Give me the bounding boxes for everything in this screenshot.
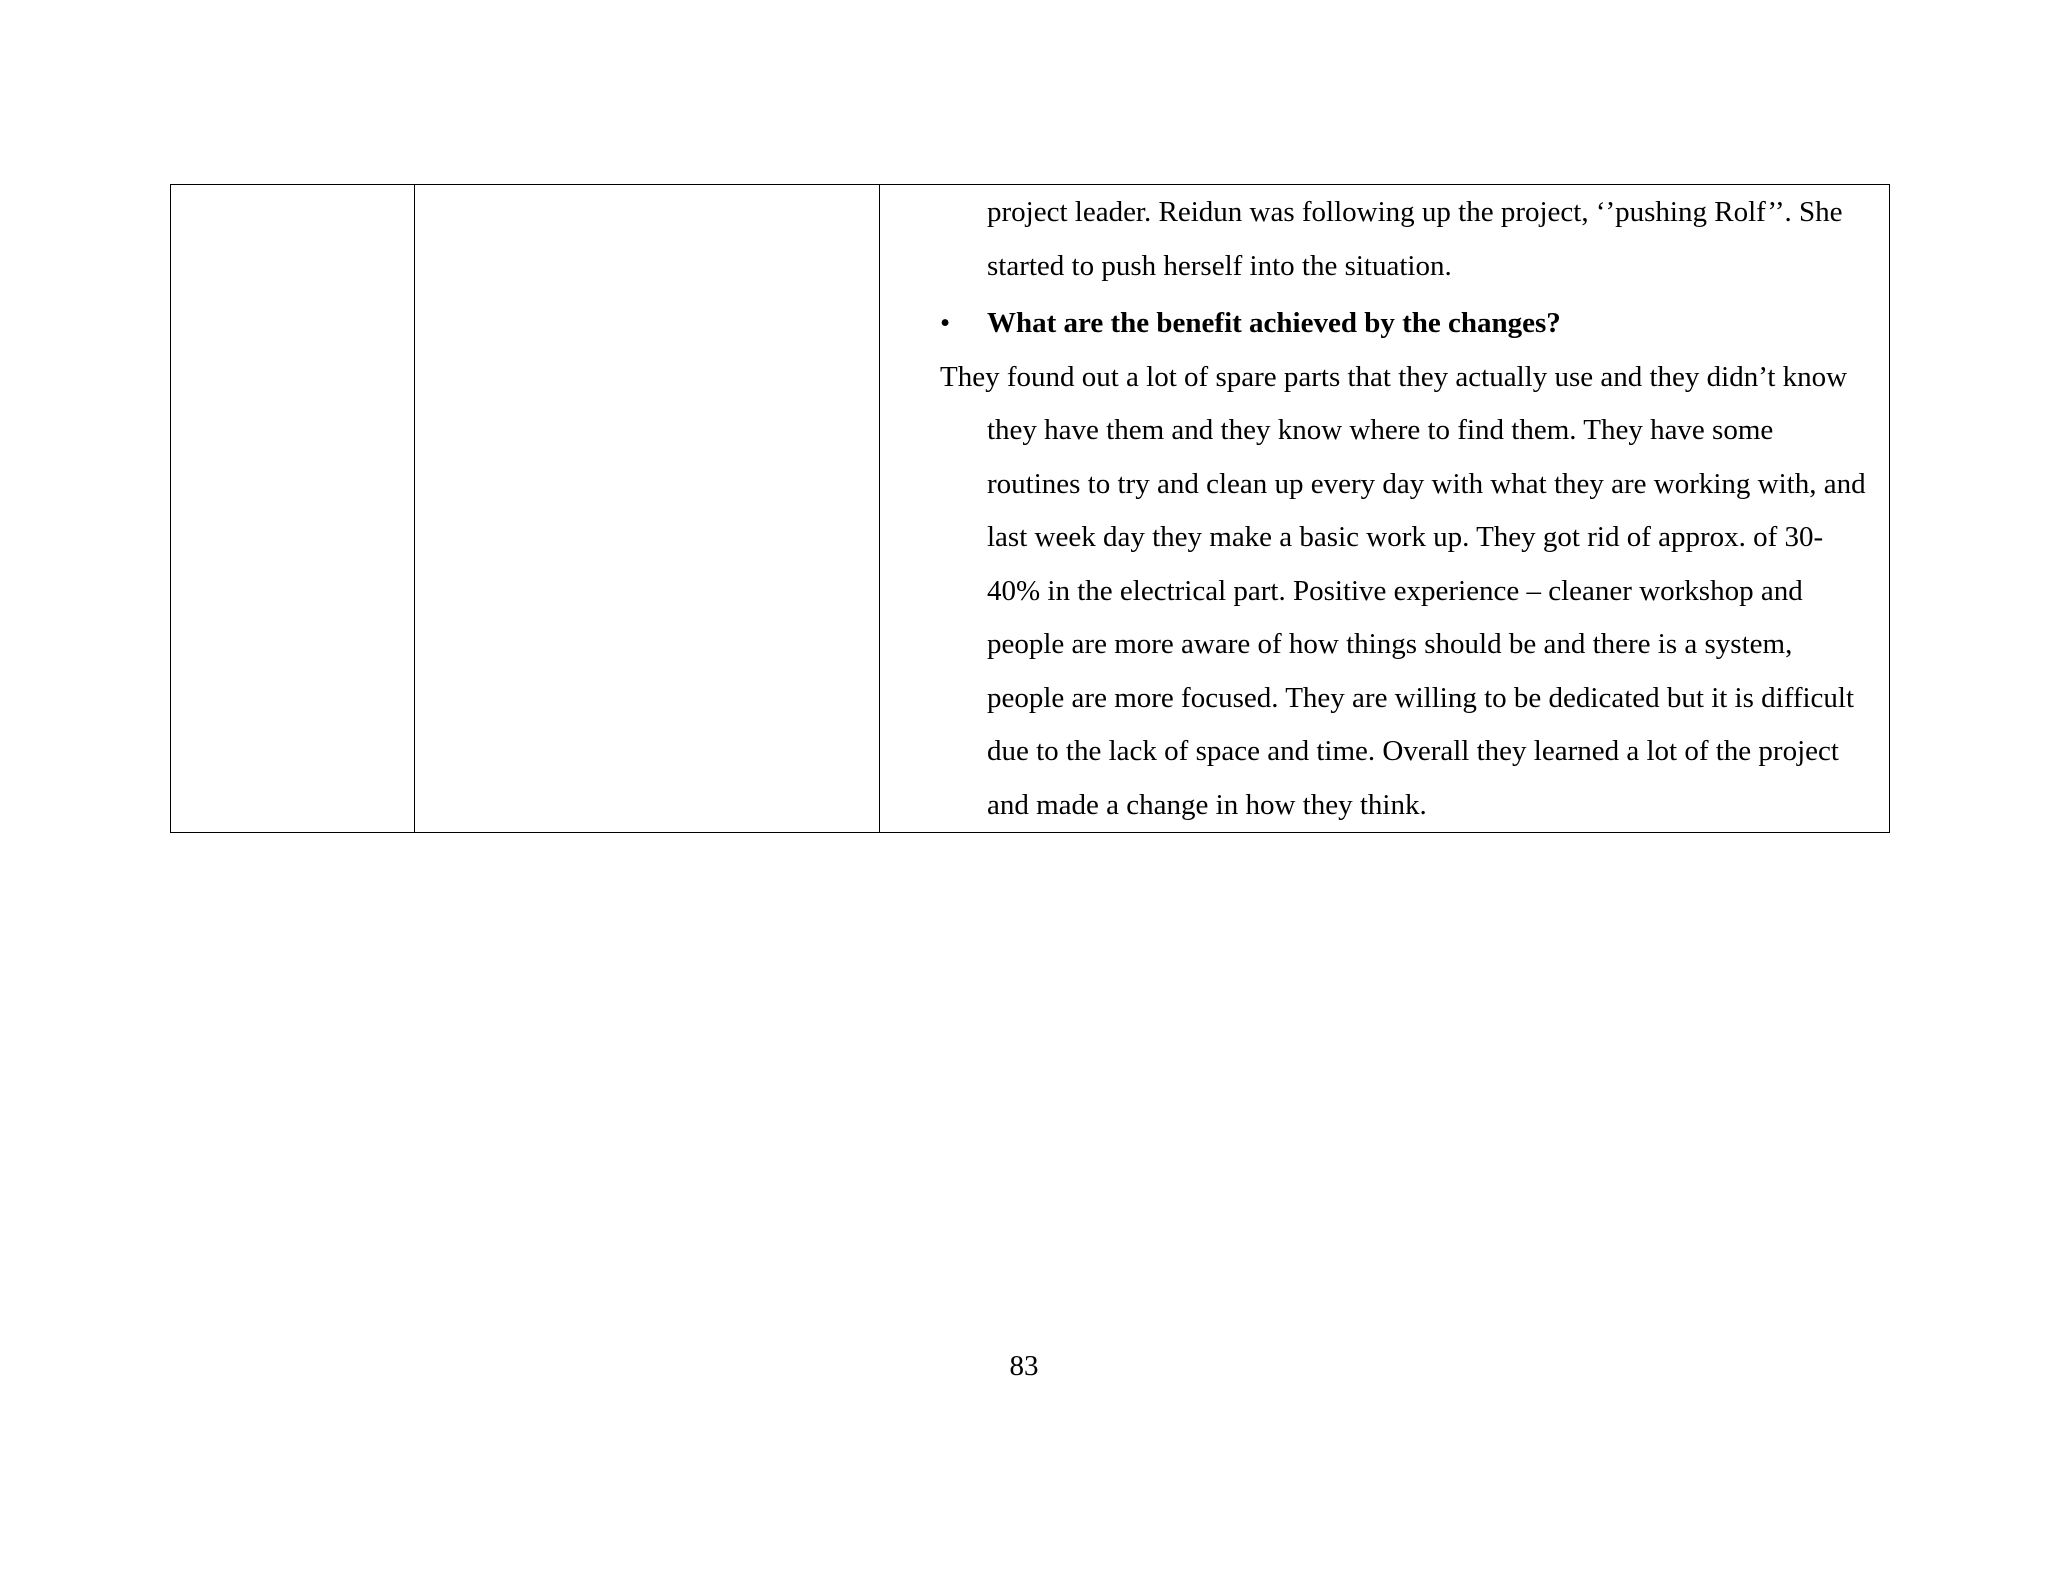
bullet-icon: • — [940, 307, 951, 339]
table-cell-empty-1 — [171, 185, 415, 833]
table-cell-notes — [880, 185, 1890, 833]
answer-paragraph: They found out a lot of spare parts that they actually use and they didn’t know they have them and they know where to find them. They have some routines to try and clean up every day with what they are working with, and last week day they make a basic work up. They got rid of approx. of 30-40% in the electrical part. Positive experience – cleaner workshop and people are more aware of how things should be and there is a system, people are more focused. They are willing to be dedicated but it is difficult due to the lack of space and time. Overall they learned a lot of the project and made a change in how they think. — [940, 360, 1866, 821]
notes-content — [880, 185, 1889, 832]
question-bullet — [940, 297, 1867, 351]
continued-paragraph: project leader. Reidun was following up the project, ‘’pushing Rolf’’. She started to push herself into the situation. — [987, 196, 1843, 282]
question-text: What are the benefit achieved by the changes? — [987, 307, 1561, 339]
table-cell-empty-2 — [415, 185, 880, 833]
table-row — [171, 185, 1890, 833]
page-number: 83 — [1009, 1350, 1039, 1382]
interview-table — [170, 184, 1890, 833]
